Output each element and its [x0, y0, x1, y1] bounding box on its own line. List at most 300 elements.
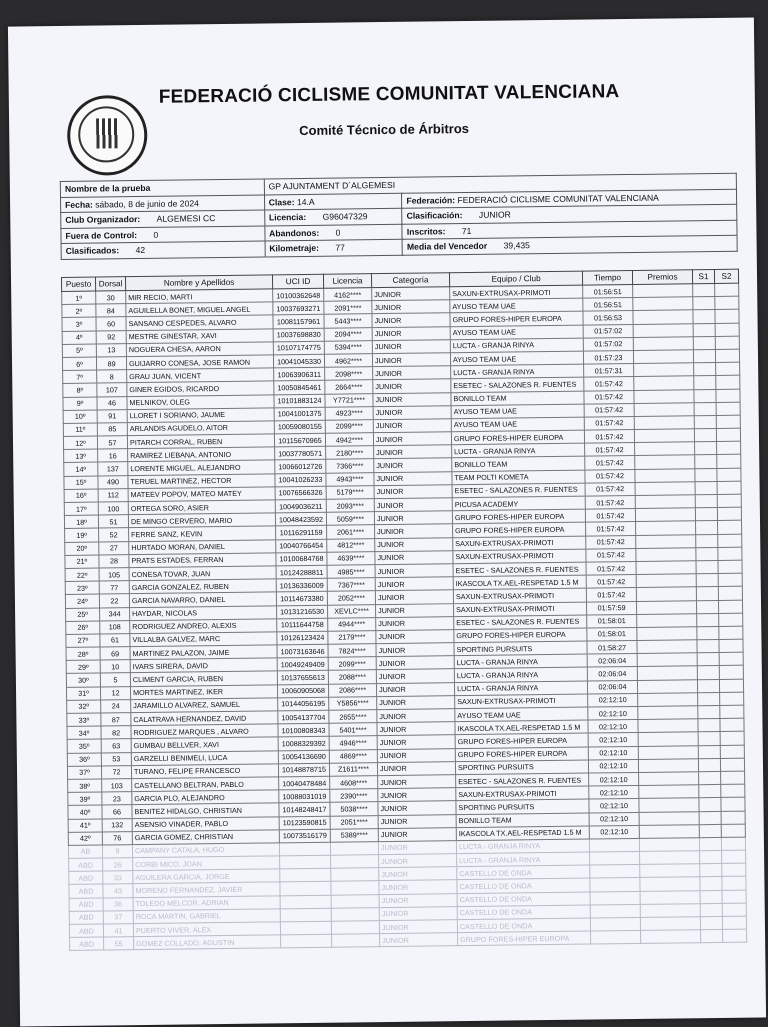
table-cell: JUNIOR	[373, 419, 451, 433]
table-cell	[637, 627, 697, 641]
table-cell	[715, 296, 739, 309]
table-cell: GRUPO FORES-HIPER EUROPA	[453, 522, 586, 537]
table-cell: 01:57:42	[586, 561, 636, 575]
table-cell: 2094****	[324, 327, 372, 341]
table-cell	[719, 626, 743, 639]
table-cell	[639, 838, 699, 852]
table-cell: HAYDAR, NICOLAS	[130, 605, 277, 620]
table-cell: BENITEZ HIDALGO, CHRISTIAN	[132, 803, 279, 818]
table-cell: 01:57:42	[585, 495, 635, 509]
table-cell: 12º	[63, 436, 97, 450]
table-cell: 16	[98, 449, 128, 463]
table-cell: 02:12:10	[588, 759, 638, 773]
table-cell: MORTES MARTINEZ, IKER	[130, 684, 277, 699]
club-value: ALGEMESI CC	[156, 213, 216, 225]
table-cell: 2099****	[328, 657, 376, 671]
table-cell: 02:06:04	[587, 654, 637, 668]
table-cell: 2088****	[328, 670, 376, 684]
table-cell: 4869****	[329, 749, 377, 763]
table-cell	[695, 442, 717, 455]
table-cell: 105	[99, 568, 129, 582]
table-cell: 2390****	[330, 789, 378, 803]
table-cell	[723, 929, 747, 942]
table-cell	[718, 547, 742, 560]
table-cell	[697, 613, 719, 626]
table-cell	[700, 916, 722, 929]
table-cell	[698, 692, 720, 705]
table-cell	[696, 560, 718, 573]
table-cell	[719, 679, 743, 692]
table-cell: MELNIKOV, OLEG	[127, 394, 274, 409]
table-cell: 10	[100, 660, 130, 674]
table-cell	[280, 855, 331, 869]
table-cell: CONESA TOVAR, JUAN	[129, 566, 276, 581]
table-cell: GARZELLI BENIMELI, LUCA	[131, 750, 278, 765]
table-cell	[639, 824, 699, 838]
table-cell	[331, 894, 379, 908]
table-cell: 107	[97, 383, 127, 397]
table-cell	[698, 719, 720, 732]
table-cell	[695, 455, 717, 468]
table-cell: JUNIOR	[379, 906, 457, 920]
table-cell: 6º	[62, 357, 96, 371]
table-cell: SPORTING PURSUITS	[455, 760, 588, 775]
table-cell	[634, 363, 694, 377]
table-cell: 2664****	[325, 380, 373, 394]
table-cell: 01:57:42	[585, 456, 635, 470]
table-cell: SAXUN-EXTRUSAX-PRIMOTI	[453, 588, 586, 603]
table-cell	[638, 719, 698, 733]
table-cell: 10063906311	[274, 367, 325, 381]
table-cell: Z1611****	[329, 762, 377, 776]
table-cell: 46	[97, 396, 127, 410]
table-cell: 10040478484	[279, 776, 330, 790]
table-cell: 43	[103, 884, 133, 898]
table-cell: 103	[102, 779, 132, 793]
table-cell	[696, 534, 718, 547]
table-cell	[633, 284, 693, 298]
table-cell	[717, 455, 741, 468]
table-cell	[638, 732, 698, 746]
table-cell: JUNIOR	[372, 287, 450, 301]
table-cell: 32º	[67, 700, 101, 714]
table-cell: JUNIOR	[379, 880, 457, 894]
table-cell: 30º	[66, 673, 100, 687]
table-cell	[694, 376, 716, 389]
table-cell	[701, 930, 723, 943]
table-cell: 01:56:51	[583, 298, 633, 312]
col-puesto: Puesto	[61, 277, 95, 291]
licencia-value: G96047329	[322, 211, 368, 223]
table-cell	[716, 402, 740, 415]
table-cell: 38º	[68, 779, 102, 793]
table-cell	[640, 890, 700, 904]
table-cell: 01:57:42	[585, 443, 635, 457]
table-cell: JUNIOR	[376, 603, 454, 617]
table-cell	[636, 600, 696, 614]
table-cell	[637, 640, 697, 654]
table-cell: JUNIOR	[378, 841, 456, 855]
table-cell: 2093****	[326, 499, 374, 513]
federacion-value: FEDERACIÓ CICLISME COMUNITAT VALENCIANA	[457, 192, 659, 205]
table-cell: 02:12:10	[588, 746, 638, 760]
table-cell	[699, 785, 721, 798]
table-cell	[698, 705, 720, 718]
table-cell: GRUPO FORES-HIPER EUROPA	[455, 747, 588, 762]
table-cell: 01:57:42	[586, 588, 636, 602]
table-cell	[633, 323, 693, 337]
table-cell: JUNIOR	[372, 353, 450, 367]
table-cell: CALATRAVA HERNANDEZ, DAVID	[131, 711, 278, 726]
table-cell: GARCIA GONZALEZ, RUBEN	[129, 579, 276, 594]
table-cell: 11º	[63, 423, 97, 437]
table-cell: 61	[100, 634, 130, 648]
table-cell: AYUSO TEAM UAE	[451, 417, 584, 432]
table-cell	[696, 574, 718, 587]
table-cell	[699, 771, 721, 784]
table-cell: 10049249409	[277, 657, 328, 671]
table-cell	[720, 692, 744, 705]
table-cell	[635, 455, 695, 469]
table-cell: Y5856****	[329, 696, 377, 710]
table-cell: 2061****	[327, 525, 375, 539]
table-cell: 77	[99, 581, 129, 595]
table-cell: 9º	[63, 397, 97, 411]
table-cell	[716, 375, 740, 388]
table-cell: 01:57:42	[585, 482, 635, 496]
table-cell	[722, 850, 746, 863]
table-cell: 2051****	[330, 815, 378, 829]
table-cell: 10100362648	[273, 288, 324, 302]
table-cell	[721, 811, 745, 824]
table-cell: IKASCOLA TX.AEL-RESPETAD 1.5 M	[455, 720, 588, 735]
table-cell: TURANO, FELIPE FRANCESCO	[131, 764, 278, 779]
table-cell: 69	[100, 647, 130, 661]
table-cell: IVARS SIRERA, DAVID	[130, 658, 277, 673]
table-cell	[695, 481, 717, 494]
table-cell: 02:12:10	[589, 799, 639, 813]
table-cell: JUNIOR	[376, 656, 454, 670]
table-cell: 15º	[64, 476, 98, 490]
table-cell	[697, 679, 719, 692]
federation-logo	[67, 95, 148, 176]
table-cell: 10050845461	[274, 381, 325, 395]
table-cell: 10115670965	[274, 433, 325, 447]
table-cell	[637, 613, 697, 627]
table-cell: JUNIOR	[376, 669, 454, 683]
table-cell	[697, 653, 719, 666]
table-cell: 2091****	[324, 301, 372, 315]
table-cell: 89	[96, 357, 126, 371]
table-cell	[639, 785, 699, 799]
inscritos-value: 71	[461, 225, 472, 236]
table-cell	[280, 921, 331, 935]
table-cell	[718, 573, 742, 586]
table-cell	[638, 706, 698, 720]
table-cell: 28	[99, 554, 129, 568]
table-cell: CASTELLO DE ONDA	[457, 892, 590, 907]
table-cell: 10040766454	[276, 539, 327, 553]
clasificacion-value: JUNIOR	[478, 209, 511, 221]
km-value: 77	[335, 242, 345, 253]
table-cell: 10136336009	[276, 578, 327, 592]
table-cell: ESETEC - SALAZONES R. FUENTES	[454, 615, 587, 630]
table-cell: 10111644758	[277, 618, 328, 632]
table-cell	[281, 934, 332, 948]
club-label: Club Organizador:	[65, 214, 141, 226]
table-cell: 84	[96, 304, 126, 318]
table-cell: 52	[99, 528, 129, 542]
table-cell	[638, 745, 698, 759]
table-cell: 87	[101, 713, 131, 727]
table-cell: LUCTA - GRANJA RINYA	[452, 443, 585, 458]
table-cell: 01:57:02	[583, 337, 633, 351]
table-cell	[331, 855, 379, 869]
table-cell: 01:57:42	[586, 535, 636, 549]
table-cell: 60	[96, 317, 126, 331]
table-cell	[637, 666, 697, 680]
table-cell: GRUPO FORES-HIPER EUROPA	[454, 628, 587, 643]
table-cell	[698, 758, 720, 771]
fuera-label: Fuera de Control:	[65, 229, 138, 241]
table-cell: AYUSO TEAM UAE	[450, 298, 583, 313]
table-cell: RAMIREZ LIEBANA, ANTONIO	[128, 447, 275, 462]
table-cell	[717, 494, 741, 507]
table-cell: JUNIOR	[377, 748, 455, 762]
table-cell: JUNIOR	[374, 498, 452, 512]
table-cell: 4162****	[324, 288, 372, 302]
table-cell	[331, 907, 379, 921]
table-cell	[716, 362, 740, 375]
table-cell	[331, 921, 379, 935]
table-cell	[700, 890, 722, 903]
table-cell: 30	[96, 291, 126, 305]
table-cell: 85	[97, 423, 127, 437]
table-cell	[715, 283, 739, 296]
table-cell: 01:57:42	[584, 390, 634, 404]
table-cell: GINER EGIDOS, RICARDO	[127, 381, 274, 396]
table-cell: RODRIGUEZ MARQUES , ALVARO	[131, 724, 278, 739]
table-cell: CASTELLO DE ONDA	[457, 878, 590, 893]
table-cell: 01:58:01	[587, 627, 637, 641]
table-cell: JUNIOR	[375, 550, 453, 564]
table-cell: 10148878715	[278, 763, 329, 777]
table-cell	[332, 934, 380, 948]
table-cell: 13	[96, 343, 126, 357]
table-cell	[700, 903, 722, 916]
table-cell: 17º	[64, 502, 98, 516]
table-cell: CASTELLO DE ONDA	[457, 865, 590, 880]
table-cell: 10º	[63, 410, 97, 424]
table-cell	[716, 428, 740, 441]
clasificados-label: Clasificados:	[65, 245, 120, 257]
table-cell	[718, 586, 742, 599]
table-cell: 92	[96, 330, 126, 344]
table-cell: 19º	[65, 528, 99, 542]
col-tiempo: Tiempo	[582, 270, 632, 285]
table-cell	[640, 851, 700, 865]
table-cell: HURTADO MORAN, DANIEL	[129, 539, 276, 554]
table-cell: JUNIOR	[379, 867, 457, 881]
table-cell: JUNIOR	[377, 735, 455, 749]
table-cell: CORBI MICO, JOAN	[133, 856, 280, 871]
table-cell: JUNIOR	[378, 788, 456, 802]
table-cell	[720, 732, 744, 745]
table-cell	[697, 640, 719, 653]
table-cell: JUNIOR	[374, 471, 452, 485]
table-cell	[633, 297, 693, 311]
table-cell: JUNIOR	[378, 775, 456, 789]
table-cell: JARAMILLO ALVAREZ, SAMUEL	[131, 698, 278, 713]
table-cell: 4962****	[324, 354, 372, 368]
col-categoria: Categoría	[371, 273, 449, 288]
table-cell: VILLALBA GALVEZ, MARC	[130, 632, 277, 647]
table-cell: SPORTING PURSUITS	[456, 799, 589, 814]
table-cell: SANSANO CESPEDES, ALVARO	[126, 315, 273, 330]
table-cell	[695, 468, 717, 481]
table-cell: 2180****	[326, 446, 374, 460]
table-cell: LUCTA - GRANJA RINYA	[456, 839, 589, 854]
table-cell: JUNIOR	[376, 682, 454, 696]
table-cell: 01:57:59	[586, 601, 636, 615]
table-cell	[720, 718, 744, 731]
table-cell: 5401****	[329, 723, 377, 737]
table-cell: GRUPO FORES-HIPER EUROPA	[451, 430, 584, 445]
table-cell: 3º	[62, 317, 96, 331]
table-cell: GRAU JUAN, VICENT	[127, 368, 274, 383]
table-cell	[280, 868, 331, 882]
table-cell: 2086****	[328, 683, 376, 697]
table-cell: CLIMENT GARCIA, RUBEN	[130, 671, 277, 686]
table-cell: 57	[97, 436, 127, 450]
table-cell	[330, 842, 378, 856]
table-cell: 28º	[66, 647, 100, 661]
table-cell: 10123590815	[279, 816, 330, 830]
table-cell: JUNIOR	[375, 590, 453, 604]
table-cell: 10041001375	[274, 407, 325, 421]
table-cell: AYUSO TEAM UAE	[455, 707, 588, 722]
table-cell: NOGUERA CHESA, AARON	[126, 342, 273, 357]
table-cell: 10054137704	[278, 710, 329, 724]
table-cell: JUNIOR	[380, 933, 458, 947]
table-cell	[697, 666, 719, 679]
table-cell: 35º	[67, 739, 101, 753]
table-cell: SAXUN-EXTRUSAX-PRIMOTI	[455, 694, 588, 709]
table-cell: 26	[103, 858, 133, 872]
table-cell	[719, 639, 743, 652]
table-cell: JUNIOR	[374, 445, 452, 459]
table-cell: 5179****	[326, 485, 374, 499]
table-cell: BONILLO TEAM	[451, 391, 584, 406]
table-cell	[279, 842, 330, 856]
table-cell: ESETEC - SALAZONES R. FUENTES	[456, 773, 589, 788]
clase-value: 14.A	[296, 196, 315, 207]
table-cell: TOLEDO MELCOR, ADRIAN	[133, 895, 280, 910]
clase-label: Clase:	[268, 196, 295, 208]
table-cell	[640, 904, 700, 918]
table-cell: 24º	[65, 594, 99, 608]
table-cell	[698, 732, 720, 745]
table-cell: JUNIOR	[378, 814, 456, 828]
table-cell	[718, 560, 742, 573]
table-cell: AYUSO TEAM UAE	[450, 325, 583, 340]
table-cell: JUNIOR	[373, 392, 451, 406]
table-cell: JUNIOR	[372, 300, 450, 314]
table-cell	[640, 917, 700, 931]
table-cell: FERRE SANZ, KEVIN	[129, 526, 276, 541]
table-cell: JUNIOR	[378, 801, 456, 815]
table-cell	[722, 916, 746, 929]
table-cell	[699, 811, 721, 824]
table-cell: 4942****	[325, 433, 373, 447]
table-cell: MARTINEZ PALAZON, JAIME	[130, 645, 277, 660]
table-cell: 39º	[68, 792, 102, 806]
table-cell: 34º	[67, 726, 101, 740]
table-cell	[694, 363, 716, 376]
table-cell: GUMBAU BELLVER, XAVI	[131, 737, 278, 752]
table-cell: PUERTO VIVER, ALEX	[133, 922, 280, 937]
table-cell: 10054136690	[278, 750, 329, 764]
table-cell: 02:12:10	[588, 693, 638, 707]
col-s2: S2	[714, 269, 738, 283]
table-cell: 7824****	[328, 644, 376, 658]
table-cell: GARCIA GOMEZ, CHRISTIAN	[132, 830, 279, 845]
table-cell: 01:56:53	[583, 311, 633, 325]
table-cell	[693, 283, 715, 296]
table-cell: ESETEC - SALAZONES R. FUENTES	[451, 377, 584, 392]
table-cell: DE MINGO CERVERO, MARIO	[128, 513, 275, 528]
table-cell	[721, 837, 745, 850]
table-cell: SPORTING PURSUITS	[454, 641, 587, 656]
inscritos-label: Inscritos:	[406, 226, 446, 237]
table-cell: 22	[99, 594, 129, 608]
table-cell: 10088329392	[278, 737, 329, 751]
table-cell: 10100684768	[276, 552, 327, 566]
table-cell: 10073516179	[279, 829, 330, 843]
table-cell: ASENSIO VINADER, PABLO	[132, 816, 279, 831]
table-cell: JUNIOR	[375, 577, 453, 591]
table-cell: 4812****	[327, 538, 375, 552]
fecha-value: sábado, 8 de junio de 2024	[95, 198, 199, 210]
prueba-value: GP AJUNTAMENT D´ALGEMESI	[264, 173, 737, 194]
table-cell	[720, 705, 744, 718]
table-cell: JUNIOR	[376, 616, 454, 630]
table-cell: 55	[104, 937, 134, 951]
table-cell: JUNIOR	[377, 695, 455, 709]
table-cell: 10137655613	[277, 671, 328, 685]
table-cell: JUNIOR	[379, 854, 457, 868]
table-cell	[331, 881, 379, 895]
table-cell: CASTELLO DE ONDA	[457, 905, 590, 920]
table-cell: 2º	[62, 304, 96, 318]
table-cell: 4944****	[328, 617, 376, 631]
table-cell: LUCTA - GRANJA RINYA	[454, 654, 587, 669]
col-premios: Premios	[632, 270, 692, 285]
table-cell: 10100808343	[278, 723, 329, 737]
table-cell: GARCIA NAVARRO, DANIEL	[129, 592, 276, 607]
table-cell: 37º	[67, 766, 101, 780]
table-cell	[634, 389, 694, 403]
table-cell: 01:58:01	[587, 614, 637, 628]
table-cell: ABD	[69, 911, 103, 925]
table-cell: CAMPANY CATALA, HUGO	[132, 843, 279, 858]
table-cell: 10059080155	[274, 420, 325, 434]
table-cell	[637, 679, 697, 693]
table-cell: 5443****	[324, 314, 372, 328]
table-cell: JUNIOR	[377, 761, 455, 775]
table-cell	[590, 891, 640, 905]
table-cell: 82	[101, 726, 131, 740]
